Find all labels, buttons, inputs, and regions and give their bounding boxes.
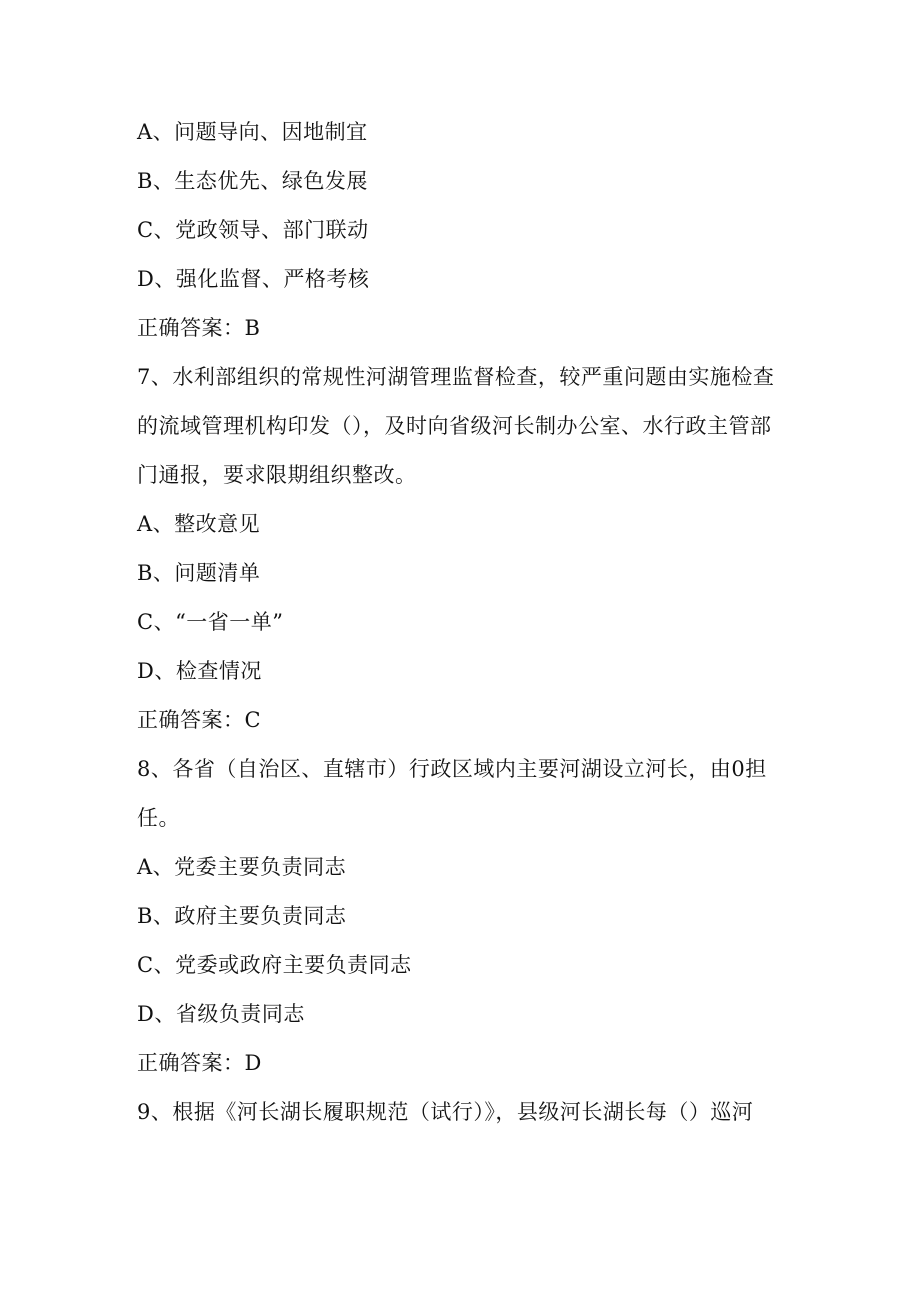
q7-option-a: A、整改意见	[137, 512, 261, 536]
q8-stem-line-1: 8、各省（自治区、直辖市）行政区域内主要河湖设立河长，由0担	[137, 757, 767, 781]
q6-option-b: B、生态优先、绿色发展	[137, 169, 368, 193]
q7-option-d: D、检查情况	[137, 659, 262, 683]
q7-stem-line-2: 的流域管理机构印发（），及时向省级河长制办公室、水行政主管部	[137, 414, 772, 438]
q8-option-d: D、省级负责同志	[137, 1002, 305, 1026]
q8-option-c: C、党委或政府主要负责同志	[137, 953, 412, 977]
q6-option-a: A、问题导向、因地制宜	[137, 120, 368, 144]
q6-option-c: C、党政领导、部门联动	[137, 218, 369, 242]
q8-option-b: B、政府主要负责同志	[137, 904, 347, 928]
q7-option-c: C、“一省一单”	[137, 610, 284, 634]
q6-answer: 正确答案：B	[137, 316, 261, 340]
q8-answer: 正确答案：D	[137, 1051, 262, 1075]
q8-stem-line-2: 任。	[137, 806, 180, 830]
q9-stem-line-1: 9、根据《河长湖长履职规范（试行）》，县级河长湖长每（）巡河	[137, 1100, 754, 1124]
q6-option-d: D、强化监督、严格考核	[137, 267, 370, 291]
q7-stem-line-3: 门通报，要求限期组织整改。	[137, 463, 417, 487]
q7-answer: 正确答案：C	[137, 708, 262, 732]
q7-option-b: B、问题清单	[137, 561, 261, 585]
q8-option-a: A、党委主要负责同志	[137, 855, 347, 879]
q7-stem-line-1: 7、水利部组织的常规性河湖管理监督检查，较严重问题由实施检查	[137, 365, 775, 389]
